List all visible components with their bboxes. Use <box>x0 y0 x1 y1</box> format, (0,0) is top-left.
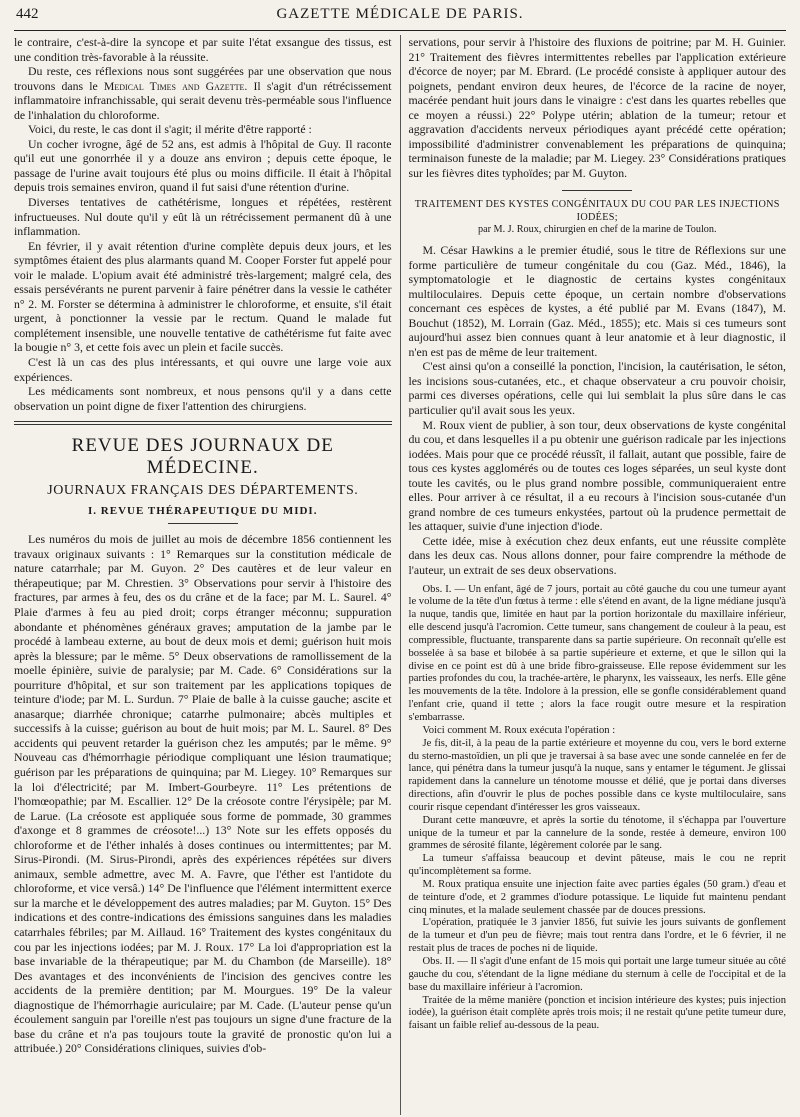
revue-subtitle: JOURNAUX FRANÇAIS DES DÉPARTEMENTS. <box>47 483 359 499</box>
article-heading <box>409 199 787 237</box>
observation-paragraph: M. Roux pratiqua ensuite une injection faite avec parties égales (50 gram.) d'eau et de teinture d'ode, et 2 grammes d'iodure potassique. Le liquide fut maintenu pendant cinq minutes, et la malade seulement chassée par de douces pressions. <box>408 878 786 916</box>
paragraph: C'est là un cas des plus intéressants, et qui ouvre une large voie aux expériences. <box>14 355 392 384</box>
journal-title: GAZETTE MÉDICALE DE PARIS. <box>276 6 524 22</box>
paragraph: Diverses tentatives de cathétérisme, longues et répétées, restèrent infructueuses. Nul doute qu'il y eût là un rétrécissement permanent dû à une inflammation. <box>14 195 392 239</box>
page-number: 442 <box>16 6 39 22</box>
paragraph: M. César Hawkins a le premier étudié, sous le titre de Réflexions sur une forme particulière de tumeur congénitale du cou (Gaz. Méd., 1846), la symptomatologie et le diagnostic de certains kystes congénitaux multiloculaires. Depuis cette époque, un certain nombre d'observations concernant ces espèces de kystes, a été publié par M. Evans (1847), M. Bouchut (1852), M. Lorrain (Gaz. Méd., 1855); etc. Mais si ces tumeurs sont aujourd'hui assez bien connues quant à leur anatomie et à leur diagnostic, il n'en est pas de même de leur traitement. <box>408 242 786 359</box>
section-divider <box>14 421 392 425</box>
paragraph: C'est ainsi qu'on a conseillé la ponction, l'incision, la cautérisation, le séton, les incisions sous-cutanées, etc., et chaque observateur a cru pouvoir choisir, parmi ces diverses opérations, celle qui lui semblait la plus sûre dans le cas particulier qu'il avait sous les yeux. <box>408 359 786 417</box>
observation-paragraph: Voici comment M. Roux exécuta l'opération : <box>422 724 616 736</box>
paragraph: Voici, du reste, le cas dont il s'agit; il mérite d'être rapporté : <box>28 122 312 137</box>
observation-paragraph: Traitée de la même manière (ponction et incision intérieure des kystes; puis injection iodée), la guérison était complète après trois mois; il ne restait qu'une petite tumeur dure, faisant un faible relief au-dessous de la peau. <box>408 994 786 1032</box>
paragraph: Un cocher ivrogne, âgé de 52 ans, est admis à l'hôpital de Guy. Il raconte qu'il eut une gonorrhée il y a douze ans environ ; depuis cette époque, le passage de l'urine avait toujours été plus ou moins difficile. Il était à l'hôpital depuis trois semaines environ, quand il fut saisi d'une rétention d'urine. <box>14 136 392 195</box>
paragraph: le contraire, c'est-à-dire la syncope et par suite l'état exsangue des tissus, est une condition très-favorable à la réussite. <box>14 35 392 64</box>
short-rule <box>562 190 632 191</box>
article-title: TRAITEMENT DES KYSTES CONGÉNITAUX DU COU PAR LES INJECTIONS IODÉES; <box>414 199 780 223</box>
page-header <box>14 0 786 31</box>
paragraph: servations, pour servir à l'histoire des fluxions de poitrine; par M. H. Guinier. 21° Traitement des fièvres intermittentes rebelles par l'application extérieure d'écorce de noyer; par M. Ebrard. (Le procédé consiste à appliquer autour des poignets, pendant environ deux heures, de l'écorce de la racine de noyer, macérée pendant huit jours dans le vinaigre : c'est dans les quartes rebelles que ce moyen a réussi.) 22° Polype utérin; ablation de la tumeur; retour et aggravation d'accidents nerveux périodiques ayant précédé cette opération; impossibilité d'administrer convenablement les préparations de quinquina; terminaison funeste de la maladie; par M. Liegey. 23° Considérations pratiques sur les fièvres dites typhoïdes; par M. Guyton. <box>408 35 786 180</box>
observation-paragraph: L'opération, pratiquée le 3 janvier 1856, fut suivie les jours suivants de gonflement de la tumeur et d'un peu de fièvre; mais tout rentra dans l'ordre, et le 6 février, il ne restait plus de traces de poches ni de liquide. <box>408 917 786 955</box>
paragraph: Les numéros du mois de juillet au mois de décembre 1856 contiennent les travaux originaux suivants : 1° Remarques sur la constitution médicale de nature catarrhale; par M. Guyon. 2° Des cautères et de leur valeur en thérapeutique; par M. Chrestien. 3° Observations pour servir à l'histoire des fractures, par armes à feu, des os du crâne et de la face; par M. L. Saurel. 4° Plaie d'armes à feu au pied droit; corps étranger méconnu; suppuration abondante et phénomènes généraux graves; amputation de la jambe par le procédé à lambeau externe, au bout de deux mois et demi; guérison huit mois après la blessure; par le même. 5° Deux observations de ramollissement de la moelle épinière, suivie de paralysie; par M. Cade. 6° Considérations sur la pourriture d'hôpital, et sur son traitement par les applications topiques de teinture d'iode; par M. L. Surdun. 7° Plaie de balle à la cuisse gauche; ascite et anasarque; diarrhée chronique; catarrhe pulmonaire; abcès multiples et successifs à la cuisse; guérison au bout de huit mois; par M. L. Saurel. 8° Des accidents qui peuvent retarder la guérison chez les amputés; par le même. 9° Nouveau cas d'hémorrhagie périodique compliquant une lésion traumatique; guérison par les préparations de quinquina; par M. Liegey. 10° Remarques sur la loi d'électricité; par M. Imbert-Gourbeyre. 11° Les prétentions de l'homœopathie; par M. Escallier. 12° De la créosote contre l'érysipèle; par M. de Larue. (La créosote est appliquée sous forme de pommade, 30 grammes d'axonge et 8 grammes de créosote!...) 13° Note sur les effets opposés du chloroforme et de l'éther inhalés à doses continues ou intermittentes; par M. Sirus-Pirondi. (M. Sirus-Pirondi, après des expériences répétées sur divers animaux, semble admettre, avec M. A. Favre, que l'éther est l'antidote du chloroforme, et vice versâ.) 14° De l'influence que l'élément intermittent exerce sur la marche et le développement des autres maladies; par M. Guyton. 15° Des indications et des contre-indications des émissions sanguines dans les maladies catarrhales fébriles; par M. Aillaud. 16° Traitement des kystes congénitaux du cou par les injections iodées; par M. J. Roux. 17° La loi d'appropriation est la base invariable de la thérapeutique; par M. du Chambon (de Marseille). 18° Des avantages et des inconvénients de l'incision des gencives contre les accidents de la première dentition; par M. Mourgues. 19° De la valeur diagnostique de l'hémorrhagie auriculaire; par M. Cade. (L'auteur pense qu'un écoulement sanguin par l'oreille n'est pas toujours un signe d'une fracture de la base du crâne et n'a pas toujours toute la gravité de pronostic qu'on lui a attribuée.) 20° Considérations cliniques, suivies d'ob- <box>14 532 392 1056</box>
observation-paragraph: La tumeur s'affaissa beaucoup et devint pâteuse, mais le cou ne reprit qu'incomplètement sa forme. <box>408 853 786 878</box>
short-rule <box>168 523 238 524</box>
observation-paragraph: Je fis, dit-il, à la peau de la partie extérieure et moyenne du cou, vers le bord externe du sterno-mastoïdien, un pli que je traversai à sa base avec une sonde cannelée en fer de lance, qui pénétra dans la tumeur jusqu'à la nuque, sans y entamer le tégument. Je glissai rapidement dans la cannelure un ténotome mousse et délié, que je portai dans diverses directions, afin d'ouvrir le plus de poches possible dans ce kyste multiloculaire, sans courir risque cependant d'intéresser les gros vaisseaux. <box>408 737 786 813</box>
paragraph: Cette idée, mise à exécution chez deux enfants, eut une réussite complète dans les deux cas. Nous allons donner, pour faire comprendre la méthode de l'auteur, un extrait de ses deux observations. <box>408 533 786 577</box>
source-name: Medical Times and Gazette <box>103 78 245 93</box>
left-column <box>14 35 401 1115</box>
paragraph: Du reste, ces réflexions nous sont suggérées par une observation que nous trouvons dans le Medical Times and Gazette. Il s'agit d'un rétrécissement inflammatoire infranchissable, qui serait devenu très-perméable sous l'influence de l'inhalation du chloroforme. <box>14 64 392 122</box>
section-title: I. REVUE THÉRAPEUTIQUE DU MIDI. <box>88 505 318 518</box>
observations-block <box>409 584 787 1034</box>
right-column <box>401 35 787 1115</box>
paragraph: Les médicaments sont nombreux, et nous pensons qu'il y a dans cette observation un point digne de fixer l'attention des chirurgiens. <box>14 384 392 413</box>
article-author: par M. J. Roux, chirurgien en chef de la marine de Toulon. <box>477 224 717 236</box>
paragraph: En février, il y avait rétention d'urine complète depuis deux jours, et les symptômes étaient des plus alarmants quand M. Cooper Forster fut appelé pour voir le malade. L'opium avait été administré très-largement; malgré cela, des essais persévérants ne purent parvenir à faire pénétrer dans la vessie le cathéter n° 2. M. Forster se détermina à administrer le chloroforme, et ensuite, s'il était urgent, à ponctionner la vessie par le rectum. Quand le malade fut complétement insensible, une nouvelle tentative de cathétérisme fut faite avec la bougie n° 3, et cette fois avec un plein et facile succès. <box>14 238 392 355</box>
revue-title: REVUE DES JOURNAUX DE MÉDECINE. <box>71 435 334 479</box>
paragraph: M. Roux vient de publier, à son tour, deux observations de kyste congénital du cou, et dans lesquelles il a pu obtenir une guérison radicale par les injections iodées. Mais pour que ce procédé réussît, il fallait, autant que possible, faire de tous ces kystes agglomérés ou de toutes ces loges séparées, un seul kyste dont toute les cavités, ou le plus grand nombre possible, communiqueraient entre elles. Pour arriver à ce résultat, il a eu recours à l'incision sous-cutanée d'un grand nombre de ces tumeurs enkystées, partout où la prudence permettait de les attaquer, suivie d'une injection d'iode. <box>408 417 786 534</box>
observation-paragraph: Durant cette manœuvre, et après la sortie du ténotome, il s'échappa par l'ouverture unique de la tumeur et par la cannelure de la sonde, restée à demeure, environ 100 grammes de sérosité filante, légèrement colorée par le sang. <box>408 814 786 852</box>
observation-paragraph: Obs. II. — Il s'agit d'une enfant de 15 mois qui portait une large tumeur située au côté gauche du cou, s'étendant de la ligne médiane du sternum à celle de l'occipital et de la base du maxillaire inférieur à l'acromion. <box>408 956 786 993</box>
observation-paragraph: Obs. I. — Un enfant, âgé de 7 jours, portait au côté gauche du cou une tumeur ayant le volume de la tête d'un fœtus à terme : elle s'étend en avant, de la ligne médiane jusqu'à la nuque, tandis que, limitée en haut par la portion horizontale du maxillaire inférieur, elle descend jusqu'à l'acromion. Cette tumeur, sans changement de couleur à la peau, est compressible, fluctuante, transparente dans sa partie supérieure. On reconnaît qu'elle est bosselée à sa base et bilobée à sa partie supérieure et externe, et que le sillon qui la divise en ce point est dû à une bride fibro-graisseuse. Elle repose évidemment sur les parties profondes du cou, la trachée-artère, le pharynx, les vaisseaux, les nerfs. Elle gêne les mouvements de la tête. Indolore à la pression, elle se gonfle considérablement quand l'enfant crie, quand il tette ; alors la face rougit outre mesure et la respiration s'embarrasse. <box>408 583 786 723</box>
